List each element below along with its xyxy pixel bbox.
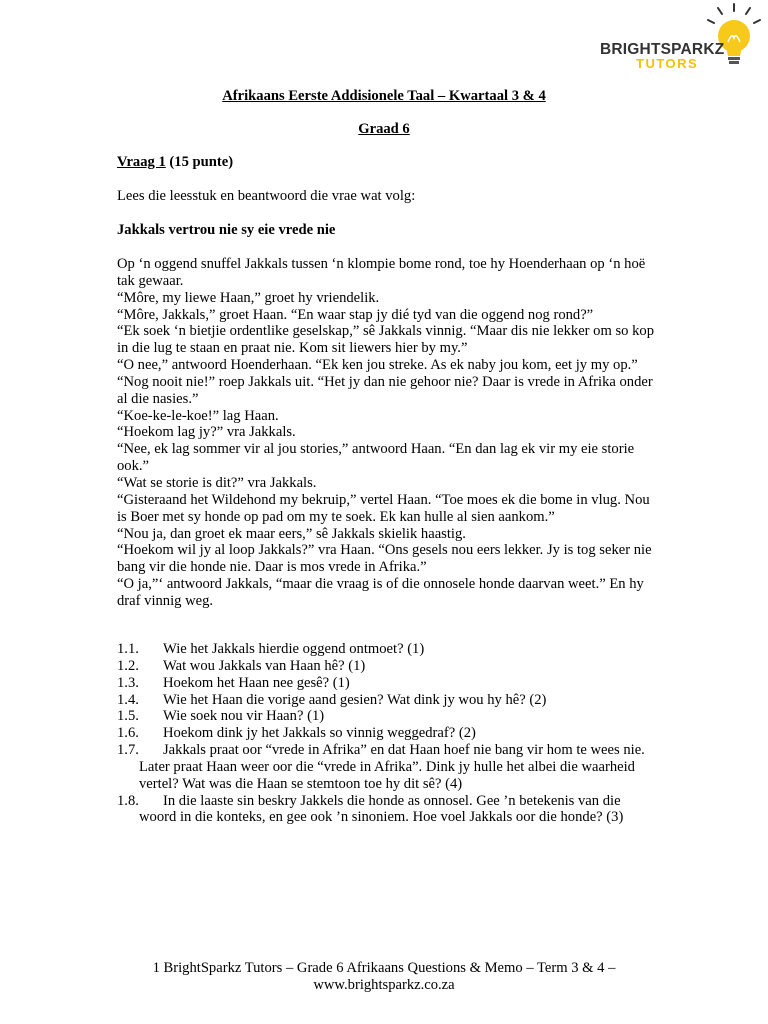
question-text: Jakkals praat oor “vrede in Afrika” en dat Haan hoef nie bang vir hom te wees nie. Later praat Haan weer oor die “vrede in Afrika”. Dink jy hulle het albei die waarheid vertel? Wat was die Haan se stemtoon toe hy dit sê? (4) xyxy=(139,742,645,792)
question-text: Wie soek nou vir Haan? (1) xyxy=(163,708,325,725)
story-paragraph: “Ek soek ‘n bietjie ordentlike geselskap,” sê Jakkals vinnig. “Maar dis nie lekker om so kop in die lug te staan en praat nie. Kom sit liewers hier by my.” xyxy=(117,323,654,357)
question-number: 1.5. xyxy=(117,708,139,725)
question-text: Wat wou Jakkals van Haan hê? (1) xyxy=(163,657,366,674)
story-paragraph: “Gisteraand het Wildehond my bekruip,” vertel Haan. “Toe moes ek die bome in vlug. Nou is Boer met sy honde op pad om my te soek. Ek kan hulle al sien aankom.” xyxy=(117,491,650,525)
question-text: Wie het Jakkals hierdie oggend ontmoet? (1) xyxy=(163,641,425,657)
question-points: (15 punte) xyxy=(165,154,234,170)
question-number: 1.8. xyxy=(117,792,139,809)
question-item xyxy=(117,641,657,658)
instruction-text: Lees die leesstuk en beantwoord die vrae wat volg: xyxy=(117,188,416,204)
story-paragraph: “Môre, my liewe Haan,” groet hy vriendelik. xyxy=(117,289,380,306)
question-item xyxy=(117,692,657,709)
question-text: Wie het Haan die vorige aand gesien? Wat dink jy wou hy hê? (2) xyxy=(163,691,547,708)
logo-sub-text: TUTORS xyxy=(636,56,699,71)
question-number: 1.1. xyxy=(117,641,139,657)
story-paragraph: “O nee,” antwoord Hoenderhaan. “Ek ken jou streke. As ek naby jou kom, eet jy my op.” xyxy=(117,357,638,374)
question-text: In die laaste sin beskry Jakkels die honde as onnosel. Gee ’n betekenis van die woord in die konteks, en gee ook ’n sinoniem. Hoe voel Jakkals oor die honde? (3) xyxy=(139,792,624,826)
story-paragraph: “Koe-ke-le-koe!” lag Haan. xyxy=(117,407,279,424)
story-paragraph: “O ja,”‘ antwoord Jakkals, “maar die vraag is of die onnosele honde daarvan weet.” En hy draf vinnig weg. xyxy=(117,576,644,609)
footer-website-link[interactable]: www.brightsparkz.co.za xyxy=(313,977,455,993)
question-list xyxy=(117,641,657,826)
question-item xyxy=(117,793,657,827)
story-paragraph: “Hoekom wil jy al loop Jakkals?” vra Haan. “Ons gesels nou eers lekker. Jy is tog seker nie bang vir die honde nie. Daar is mos vrede in Afrika.” xyxy=(117,542,652,576)
story-paragraph: Op ‘n oggend snuffel Jakkals tussen ‘n klompie bome rond, toe hy Hoenderhaan op ‘n hoë tak gewaar. xyxy=(117,256,646,289)
question-item xyxy=(117,658,657,675)
story-passage xyxy=(117,256,657,610)
question-item xyxy=(117,742,657,793)
story-paragraph: “Hoekom lag jy?” vra Jakkals. xyxy=(117,424,296,441)
footer-line-1: 1 BrightSparkz Tutors – Grade 6 Afrikaans Questions & Memo – Term 3 & 4 – xyxy=(152,960,616,976)
question-number: 1.2. xyxy=(117,657,139,674)
story-paragraph: “Môre, Jakkals,” groet Haan. “En waar stap jy dié tyd van die oggend nog rond?” xyxy=(117,306,594,323)
question-heading xyxy=(117,154,233,171)
question-number: 1.4. xyxy=(117,691,139,708)
question-number: 1.7. xyxy=(117,742,139,759)
page-footer xyxy=(0,960,768,994)
question-number: 1.6. xyxy=(117,725,139,742)
question-text: Hoekom het Haan nee gesê? (1) xyxy=(163,674,350,691)
question-label: Vraag 1 xyxy=(117,154,166,170)
question-text: Hoekom dink jy het Jakkals so vinnig weggedraf? (2) xyxy=(163,725,476,742)
document-title: Afrikaans Eerste Addisionele Taal – Kwartaal 3 & 4 xyxy=(222,88,546,104)
brightsparkz-logo xyxy=(596,2,768,74)
question-item xyxy=(117,675,657,692)
story-title: Jakkals vertrou nie sy eie vrede nie xyxy=(117,222,336,238)
question-number: 1.3. xyxy=(117,674,139,691)
story-paragraph: “Nou ja, dan groet ek maar eers,” sê Jakkals skielik haastig. xyxy=(117,525,466,542)
story-paragraph: “Nog nooit nie!” roep Jakkals uit. “Het jy dan nie gehoor nie? Daar is vrede in Afrika onder al die nasies.” xyxy=(117,373,653,407)
grade-heading: Graad 6 xyxy=(358,121,410,137)
question-item xyxy=(117,725,657,742)
story-paragraph: “Nee, ek lag sommer vir al jou stories,” antwoord Haan. “En dan lag ek vir my eie storie ook.” xyxy=(117,441,635,475)
story-paragraph: “Wat se storie is dit?” vra Jakkals. xyxy=(117,474,317,491)
question-item xyxy=(117,708,657,725)
logo-brand-text: BRIGHTSPARKZ xyxy=(600,41,725,58)
